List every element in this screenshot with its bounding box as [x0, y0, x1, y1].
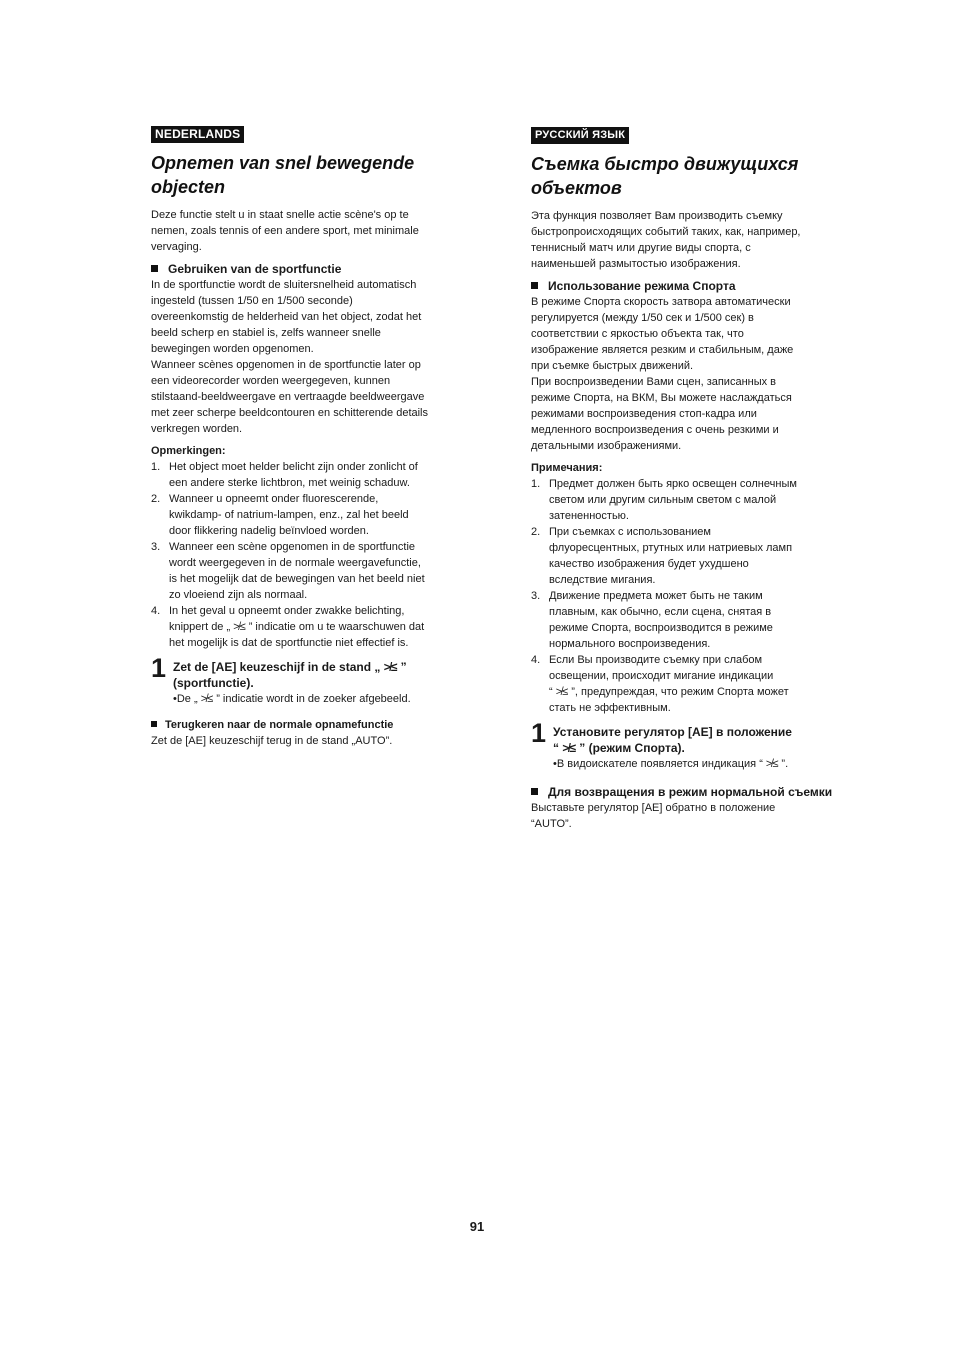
- list-item: 3. Wanneer een scène opgenomen in de sportfunctie wordt weergegeven in de normale weergavefunctie, is het mogelijk dat de bewegingen van het beeld niet zo vloeiend zijn als normaal.: [151, 541, 425, 601]
- intro-text: Эта функция позволяет Вам производить съемку быстропроисходящих событий таких, как, например, теннисный матч или другие виды спорта, с наименьшей размытостью изображения.: [531, 210, 801, 270]
- language-tag: NEDERLANDS: [151, 126, 244, 143]
- intro-text: Deze functie stelt u in staat snelle actie scène's op te nemen, zoals tennis of een andere sport, met minimale vervaging.: [151, 209, 419, 253]
- section-heading: Использование режима Спорта: [531, 278, 861, 294]
- notes-label: Opmerkingen:: [151, 445, 226, 457]
- section-heading: Terugkeren naar de normale opnamefunctie: [151, 717, 476, 733]
- section-body: Выставьте регулятор [AE] обратно в положение “AUTO”.: [531, 802, 776, 830]
- page-title: Opnemen van snel bewegende objecten: [151, 153, 415, 197]
- step-number: 1: [531, 718, 547, 748]
- page-title: Съемка быстро движущихся объектов: [531, 154, 799, 198]
- step-text: Установите регулятор [AE] в положение “ ≯≤ ” (режим Спорта).: [553, 725, 792, 755]
- list-item: 4. In het geval u opneemt onder zwakke belichting, knippert de „ ≯≤ ” indicatie om u te waarschuwen dat het mogelijk is dat de sportfunctie niet effectief is.: [151, 605, 425, 649]
- notes-list: [151, 459, 476, 651]
- list-item: 3. Движение предмета может быть не таким плавным, как обычно, если сцена, снятая в режиме Спорта, воспроизводится в режиме нормального воспроизведения.: [531, 590, 773, 650]
- section-body: In de sportfunctie wordt de sluitersnelheid automatisch ingesteld (tussen 1/50 en 1/500 seconde) overeenkomstig de helderheid van het object, zodat het beeld scherp en stabiel is, zelfs wanneer snelle bewegingen worden opgenomen. Wanneer scènes opgenomen in de sportfunctie later op een videorecorder worden weergegeven, kunnen stilstaand-beeldweergave en vertraagde beeldweergave met zeer scherpe beeldcontouren en schitterende details verkregen worden.: [151, 279, 429, 435]
- notes-label: Примечания:: [531, 462, 603, 474]
- page-number: 91: [469, 1219, 485, 1234]
- dutch-column: [151, 125, 476, 749]
- list-item: 2. При съемках с использованием флуоресцентных, ртутных или натриевых ламп качество изображения будет ухудшено вследствие мигания.: [531, 526, 793, 586]
- bullet-square-icon: [531, 282, 538, 289]
- section-heading: Для возвращения в режим нормальной съемки: [531, 784, 861, 800]
- bullet-square-icon: [151, 265, 158, 272]
- bullet-square-icon: [151, 721, 157, 727]
- list-item: 2. Wanneer u opneemt onder fluorescerende, kwikdamp- of natrium-lampen, enz., zal het beeld door flikkering nadelig beïnvloed worden.: [151, 493, 409, 537]
- section-body: Zet de [AE] keuzeschijf terug in de stand „AUTO”.: [151, 735, 393, 747]
- step-1: [531, 720, 861, 756]
- list-item: 1. Предмет должен быть ярко освещен солнечным светом или другим сильным светом с малой затененностью.: [531, 478, 797, 522]
- step-number: 1: [151, 653, 167, 683]
- section-heading: Gebruiken van de sportfunctie: [151, 261, 476, 277]
- language-tag: РУССКИЙ ЯЗЫК: [531, 127, 629, 144]
- section-body: В режиме Спорта скорость затвора автоматически регулируется (между 1/50 сек и 1/500 сек) в соответствии с яркостью объекта так, что изображение является резким и стабильным, даже при съемке быстрых движений. При воспроизведении Вами сцен, записанных в режиме Спорта, на ВКМ, Вы можете наслаждаться режимами воспроизведения стоп-кадра или медленного воспроизведения с очень резкими и детальными изображениями.: [531, 296, 794, 452]
- step-1: [151, 655, 476, 691]
- notes-list: [531, 476, 861, 716]
- list-item: 4. Если Вы производите съемку при слабом освещении, происходит мигание индикации “ ≯≤ ”, предупреждая, что режим Спорта может стать не эффективным.: [531, 654, 789, 714]
- list-item: 1. Het object moet helder belicht zijn onder zonlicht of een andere sterke lichtbron, met weinig schaduw.: [151, 461, 418, 489]
- step-bullet: •В видоискателе появляется индикация “ ≯≤ ”.: [553, 758, 789, 770]
- russian-column: [531, 125, 861, 832]
- bullet-square-icon: [531, 788, 538, 795]
- step-text: Zet de [AE] keuzeschijf in de stand „ ≯≤ ” (sportfunctie).: [173, 660, 407, 690]
- step-bullet: •De „ ≯≤ ” indicatie wordt in de zoeker afgebeeld.: [173, 693, 411, 705]
